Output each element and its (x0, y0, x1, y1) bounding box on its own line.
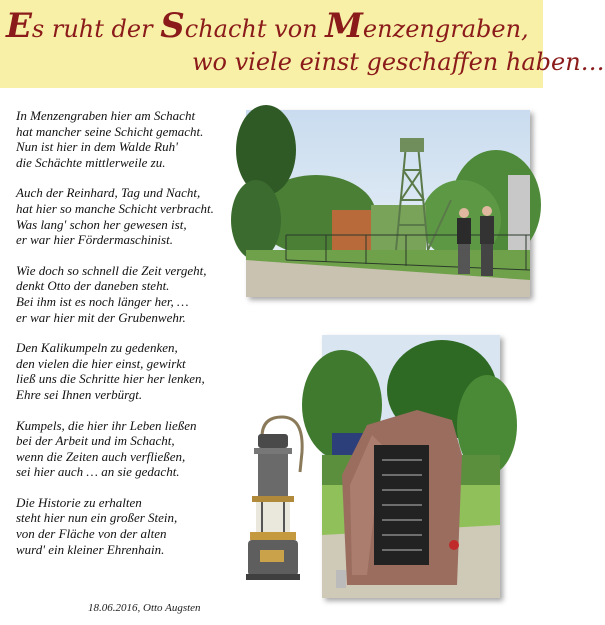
poem-stanza (16, 418, 246, 480)
poem-line: wenn die Zeiten auch verfließen, (16, 448, 186, 464)
poem-line: Kumpels, die hier ihr Leben ließen (16, 417, 197, 433)
title-part-b: chacht von (184, 15, 326, 43)
memorial-stone-photo (322, 335, 500, 598)
title-part-c: enzengraben, (362, 15, 529, 43)
poem-line: Wie doch so schnell die Zeit vergeht, (16, 262, 207, 278)
poem-line: hat hier so manche Schicht verbracht. (16, 200, 214, 216)
title-line-1 (6, 6, 529, 46)
title-cap-m: M (325, 6, 363, 46)
poem-line: den vielen die hier einst, gewirkt (16, 355, 186, 371)
poem-line: Ehre sei Ihnen verbürgt. (16, 386, 143, 402)
title-part-a: s ruht der (31, 15, 161, 43)
poem-line: Auch der Reinhard, Tag und Nacht, (16, 185, 201, 201)
miners-lamp-image (232, 412, 320, 584)
signature: 18.06.2016, Otto Augsten (88, 602, 201, 614)
poem-line: Die Historie zu erhalten (16, 494, 142, 510)
poem-stanza (16, 185, 246, 247)
poem-line: Bei ihm ist es noch länger her, … (16, 293, 189, 309)
poem-line: er war hier Fördermaschinist. (16, 232, 173, 248)
poem-stanza (16, 495, 246, 557)
poem-line: die Schächte mittlerweile zu. (16, 154, 166, 170)
mine-headframe-photo (246, 110, 530, 297)
title-line-2: wo viele einst geschaffen haben… (192, 48, 605, 76)
poem-line: sei hier auch … an sie gedacht. (16, 464, 180, 480)
poem-line: bei der Arbeit und im Schacht, (16, 433, 175, 449)
poem-stanza (16, 340, 246, 402)
poem-line: Den Kalikumpeln zu gedenken, (16, 340, 178, 356)
poem-line: wurd' ein kleiner Ehrenhain. (16, 541, 165, 557)
poem-line: Nun ist hier in dem Walde Ruh' (16, 139, 178, 155)
title-cap-s: S (160, 6, 185, 46)
poem-line: steht hier nun ein großer Stein, (16, 510, 178, 526)
poem-line: Was lang' schon her gewesen ist, (16, 216, 187, 232)
poem-line: hat mancher seine Schicht gemacht. (16, 123, 204, 139)
title-cap-e: E (6, 6, 32, 46)
poem-line: denkt Otto der daneben steht. (16, 278, 170, 294)
poem-line: er war hier mit der Grubenwehr. (16, 309, 186, 325)
poem-line: ließ uns die Schritte hier her lenken, (16, 371, 205, 387)
poem-stanza (16, 108, 246, 170)
title-banner (0, 0, 605, 88)
poem-line: von der Fläche von der alten (16, 526, 167, 542)
poem-stanza (16, 263, 246, 325)
poem (16, 108, 246, 572)
poem-line: In Menzengraben hier am Schacht (16, 108, 196, 123)
